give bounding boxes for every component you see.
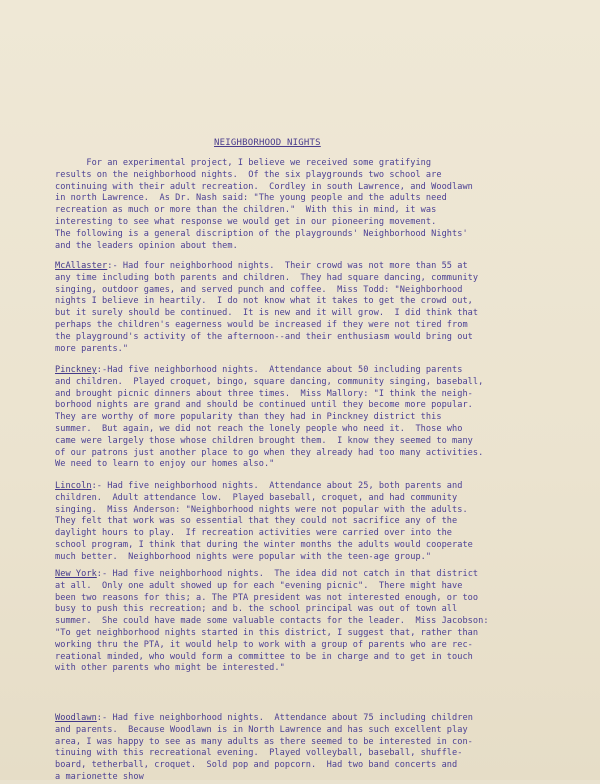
section-line: singing. Miss Anderson: "Neighborhood nights were not popular with the adults. xyxy=(55,504,468,515)
section-first-text: :- Had five neighborhood nights. Attendance about 25, both parents and xyxy=(91,481,463,491)
section-first-line xyxy=(55,569,555,581)
section-line: borhood nights are grand and should be continued until they become more popular. xyxy=(55,400,473,411)
section-first-line xyxy=(55,261,555,273)
section-first-text: :-Had five neighborhood nights. Attendance about 50 including parents xyxy=(96,365,463,375)
section-woodlawn xyxy=(55,713,555,784)
section-line: came were largely those whose children brought them. I know they seemed to many xyxy=(55,435,473,446)
section-line: much better. Neighborhood nights were popular with the teen-age group." xyxy=(55,551,432,562)
intro-line: The following is a general discription of the playgrounds' Neighborhood Nights' xyxy=(55,228,468,239)
section-line: daylight hours to play. If recreation activities were carried over into the xyxy=(55,528,453,539)
intro-line: results on the neighborhood nights. Of the six playgrounds two school are xyxy=(55,169,442,180)
section-line: children. Adult attendance low. Played baseball, croquet, and had community xyxy=(55,492,458,503)
section-pinckney xyxy=(55,365,555,471)
section-line: working thru the PTA, it would help to work with a group of parents who are rec- xyxy=(55,639,473,650)
section-first-line xyxy=(55,713,555,725)
section-line: and brought picnic dinners about three times. Miss Mallory: "I think the neigh- xyxy=(55,388,473,399)
section-line: school program, I think that during the winter months the adults would cooperate xyxy=(55,539,473,550)
section-line: They felt that work was so essential that they could not sacrifice any of the xyxy=(55,516,458,527)
section-first-text: :- Had five neighborhood nights. Attendance about 75 including children xyxy=(96,713,473,723)
section-new-york xyxy=(55,569,555,675)
document-title: NEIGHBORHOOD NIGHTS xyxy=(214,138,321,148)
section-mcallaster xyxy=(55,261,555,355)
intro-line: interesting to see what response we would get in our pioneering movement. xyxy=(55,216,437,227)
section-line: perhaps the children's eagerness would be increased if they were not tired from xyxy=(55,319,468,330)
section-line: nights I believe in heartily. I do not know what it takes to get the crowd out, xyxy=(55,296,473,307)
section-first-line xyxy=(55,365,555,377)
section-line: reational minded, who would form a committee to be in charge and to get in touch xyxy=(55,651,473,662)
intro-line: and the leaders opinion about them. xyxy=(55,240,238,251)
section-label: McAllaster xyxy=(55,261,108,271)
intro-line: continuing with their adult recreation. Cordley in south Lawrence, and Woodlawn xyxy=(55,181,473,192)
intro-line: For an experimental project, I believe we received some gratifying xyxy=(55,158,432,168)
section-line: been two reasons for this; a. The PTA president was not interested enough, or too xyxy=(55,592,479,603)
section-line: of our patrons just another place to go when they already had too many activities. xyxy=(55,447,484,458)
section-label: Lincoln xyxy=(55,481,92,491)
section-line: tinuing with this recreational evening. Played volleyball, baseball, shuffle- xyxy=(55,748,463,759)
section-line: "To get neighborhood nights started in this district, I suggest that, rather than xyxy=(55,627,479,638)
section-line: with other parents who might be interested." xyxy=(55,663,285,674)
section-line: more parents." xyxy=(55,343,129,354)
section-line: summer. But again, we did not reach the lonely people who need it. Those who xyxy=(55,423,463,434)
section-lincoln xyxy=(55,481,555,564)
section-first-text: :- Had four neighborhood nights. Their crowd was not more than 55 at xyxy=(107,261,468,271)
section-line: They are worthy of more popularity than they had in Pinckney district this xyxy=(55,412,442,423)
section-line: We need to learn to enjoy our homes also." xyxy=(55,459,275,470)
section-line: singing, outdoor games, and served punch and coffee. Miss Todd: "Neighborhood xyxy=(55,284,463,295)
section-line: busy to push this recreation; and b. the school principal was out of town all xyxy=(55,604,458,615)
section-label: New York xyxy=(55,569,97,579)
section-label: Pinckney xyxy=(55,365,97,375)
section-line: board, tetherball, croquet. Sold pop and popcorn. Had two band concerts and xyxy=(55,760,458,771)
section-line: and parents. Because Woodlawn is in North Lawrence and has such excellent play xyxy=(55,724,468,735)
section-first-text: :- Had five neighborhood nights. The idea did not catch in that district xyxy=(96,569,479,579)
section-line: the playground's activity of the afternoon--and their enthusiasm would bring out xyxy=(55,331,473,342)
section-line: but it surely should be continued. It is new and it will grow. I did think that xyxy=(55,308,479,319)
intro-line: recreation as much or more than the children." With this in mind, it was xyxy=(55,205,437,216)
section-label: Woodlawn xyxy=(55,713,97,723)
section-line: a marionette show xyxy=(55,771,144,782)
intro-line: in north Lawrence. As Dr. Nash said: "The young people and the adults need xyxy=(55,193,447,204)
section-line: and children. Played croquet, bingo, square dancing, community singing, baseball, xyxy=(55,376,484,387)
section-line: summer. She could have made some valuable contacts for the leader. Miss Jacobson: xyxy=(55,616,489,627)
section-line: area, I was happy to see as many adults as there seemed to be interested in con- xyxy=(55,736,473,747)
intro-paragraph xyxy=(55,158,555,252)
section-line: at all. Only one adult showed up for each "evening picnic". There might have xyxy=(55,580,463,591)
section-first-line xyxy=(55,481,555,493)
section-line: any time including both parents and children. They had square dancing, community xyxy=(55,272,479,283)
